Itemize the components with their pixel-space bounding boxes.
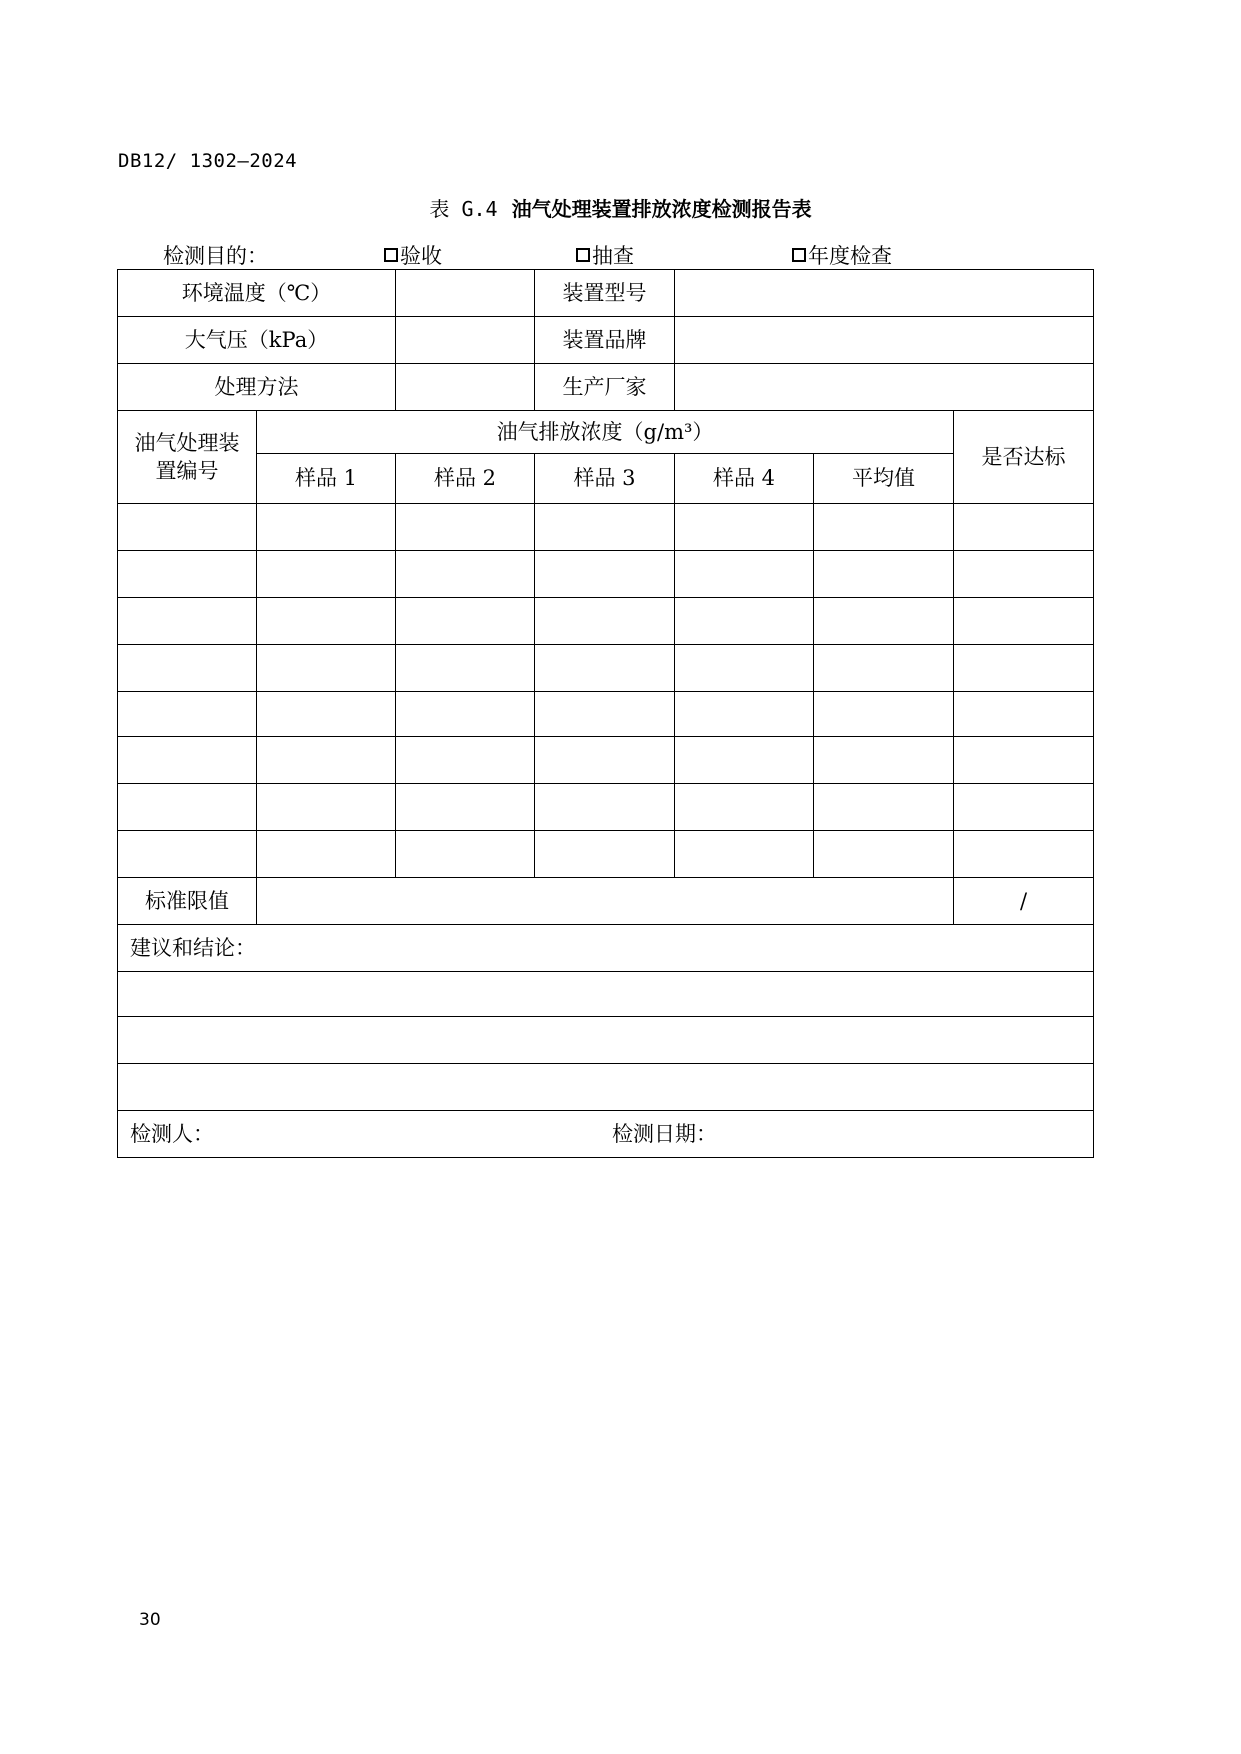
device-no-header: 油气处理装置编号 — [118, 411, 257, 504]
data-cell[interactable] — [118, 551, 257, 598]
table-header-row — [118, 411, 1094, 454]
device-model-label: 装置型号 — [535, 270, 675, 317]
data-cell[interactable] — [675, 504, 814, 551]
data-cell[interactable] — [814, 504, 954, 551]
purpose-option-label: 抽查 — [592, 244, 634, 268]
data-cell[interactable] — [396, 598, 535, 645]
purpose-option-annual-check[interactable] — [792, 240, 892, 270]
manufacturer-label: 生产厂家 — [535, 364, 675, 411]
conclusion-row — [118, 925, 1094, 972]
limit-value[interactable] — [257, 878, 954, 925]
data-cell[interactable] — [535, 831, 675, 878]
concentration-header: 油气排放浓度（g/m³） — [257, 411, 954, 454]
average-header: 平均值 — [814, 454, 954, 504]
data-cell[interactable] — [535, 784, 675, 831]
checkbox-icon[interactable] — [384, 248, 398, 262]
data-cell[interactable] — [814, 737, 954, 784]
data-cell[interactable] — [814, 784, 954, 831]
signature-fields — [130, 1120, 1093, 1148]
table-row — [118, 317, 1094, 364]
sample-2-header: 样品 2 — [396, 454, 535, 504]
pressure-label: 大气压（kPa） — [118, 317, 396, 364]
data-cell[interactable] — [257, 645, 396, 692]
data-cell[interactable] — [257, 784, 396, 831]
data-cell[interactable] — [954, 737, 1094, 784]
data-cell[interactable] — [954, 598, 1094, 645]
data-cell[interactable] — [257, 737, 396, 784]
data-cell[interactable] — [535, 551, 675, 598]
method-value[interactable] — [396, 364, 535, 411]
data-cell[interactable] — [954, 784, 1094, 831]
sample-1-header: 样品 1 — [257, 454, 396, 504]
device-brand-label: 装置品牌 — [535, 317, 675, 364]
data-cell[interactable] — [257, 598, 396, 645]
table-row — [118, 831, 1094, 878]
data-cell[interactable] — [954, 551, 1094, 598]
conclusion-line — [118, 1064, 1094, 1111]
table-row — [118, 692, 1094, 737]
data-cell[interactable] — [396, 784, 535, 831]
table-title-text: 油气处理装置排放浓度检测报告表 — [511, 197, 812, 221]
inspection-purpose-row — [0, 240, 1241, 270]
data-cell[interactable] — [814, 831, 954, 878]
data-cell[interactable] — [954, 831, 1094, 878]
compliance-header: 是否达标 — [954, 411, 1094, 504]
data-cell[interactable] — [396, 737, 535, 784]
method-label: 处理方法 — [118, 364, 396, 411]
table-row — [118, 364, 1094, 411]
data-cell[interactable] — [535, 645, 675, 692]
purpose-option-spot-check[interactable] — [576, 240, 634, 270]
standard-code: DB12/ 1302—2024 — [118, 150, 298, 172]
conclusion-line — [118, 1017, 1094, 1064]
page-number: 30 — [139, 1610, 161, 1630]
signature-cell — [118, 1111, 1094, 1158]
data-cell[interactable] — [257, 551, 396, 598]
limit-label: 标准限值 — [118, 878, 257, 925]
data-cell[interactable] — [118, 831, 257, 878]
data-cell[interactable] — [675, 692, 814, 737]
conclusion-input[interactable] — [118, 1017, 1094, 1064]
purpose-option-acceptance[interactable] — [384, 240, 442, 270]
data-cell[interactable] — [118, 737, 257, 784]
table-row — [118, 504, 1094, 551]
data-cell[interactable] — [954, 504, 1094, 551]
table-row — [118, 784, 1094, 831]
table-row — [118, 598, 1094, 645]
limit-row — [118, 878, 1094, 925]
checkbox-icon[interactable] — [576, 248, 590, 262]
data-cell[interactable] — [535, 504, 675, 551]
data-cell[interactable] — [535, 598, 675, 645]
sample-3-header: 样品 3 — [535, 454, 675, 504]
data-cell[interactable] — [675, 645, 814, 692]
data-cell[interactable] — [257, 831, 396, 878]
purpose-option-label: 验收 — [400, 244, 442, 268]
data-cell[interactable] — [814, 645, 954, 692]
purpose-option-label: 年度检查 — [808, 244, 892, 268]
table-header-row — [118, 454, 1094, 504]
data-cell[interactable] — [396, 831, 535, 878]
conclusion-input[interactable] — [118, 1064, 1094, 1111]
table-title — [0, 193, 1241, 222]
signature-row — [118, 1111, 1094, 1158]
table-row — [118, 645, 1094, 692]
data-cell[interactable] — [675, 831, 814, 878]
data-cell[interactable] — [396, 504, 535, 551]
data-cell[interactable] — [257, 692, 396, 737]
data-cell[interactable] — [675, 737, 814, 784]
device-brand-value[interactable] — [675, 317, 1094, 364]
data-cell[interactable] — [257, 504, 396, 551]
data-cell[interactable] — [954, 645, 1094, 692]
env-temp-value[interactable] — [396, 270, 535, 317]
sample-4-header: 样品 4 — [675, 454, 814, 504]
table-number: 表 G.4 — [429, 197, 498, 221]
report-table — [117, 269, 1094, 1158]
data-cell[interactable] — [118, 645, 257, 692]
data-cell[interactable] — [675, 598, 814, 645]
device-model-value[interactable] — [675, 270, 1094, 317]
data-cell[interactable] — [396, 551, 535, 598]
table-row — [118, 551, 1094, 598]
pressure-value[interactable] — [396, 317, 535, 364]
inspector-label: 检测人： — [130, 1121, 214, 1146]
inspection-date-label: 检测日期： — [612, 1121, 717, 1146]
manufacturer-value[interactable] — [675, 364, 1094, 411]
data-cell[interactable] — [675, 784, 814, 831]
conclusion-line — [118, 972, 1094, 1017]
data-cell[interactable] — [118, 692, 257, 737]
table-row — [118, 737, 1094, 784]
checkbox-icon[interactable] — [792, 248, 806, 262]
data-cell[interactable] — [954, 692, 1094, 737]
data-cell[interactable] — [396, 692, 535, 737]
table-row — [118, 270, 1094, 317]
data-cell[interactable] — [118, 598, 257, 645]
conclusion-label: 建议和结论： — [118, 925, 1094, 972]
inspection-purpose-label: 检测目的： — [163, 244, 268, 268]
data-cell[interactable] — [118, 504, 257, 551]
data-cell[interactable] — [118, 784, 257, 831]
data-cell[interactable] — [814, 598, 954, 645]
data-cell[interactable] — [396, 645, 535, 692]
data-cell[interactable] — [675, 551, 814, 598]
limit-compliance-cell: / — [954, 878, 1094, 925]
data-cell[interactable] — [814, 551, 954, 598]
conclusion-input[interactable] — [118, 972, 1094, 1017]
data-cell[interactable] — [535, 692, 675, 737]
data-cell[interactable] — [535, 737, 675, 784]
data-cell[interactable] — [814, 692, 954, 737]
env-temp-label: 环境温度（℃） — [118, 270, 396, 317]
